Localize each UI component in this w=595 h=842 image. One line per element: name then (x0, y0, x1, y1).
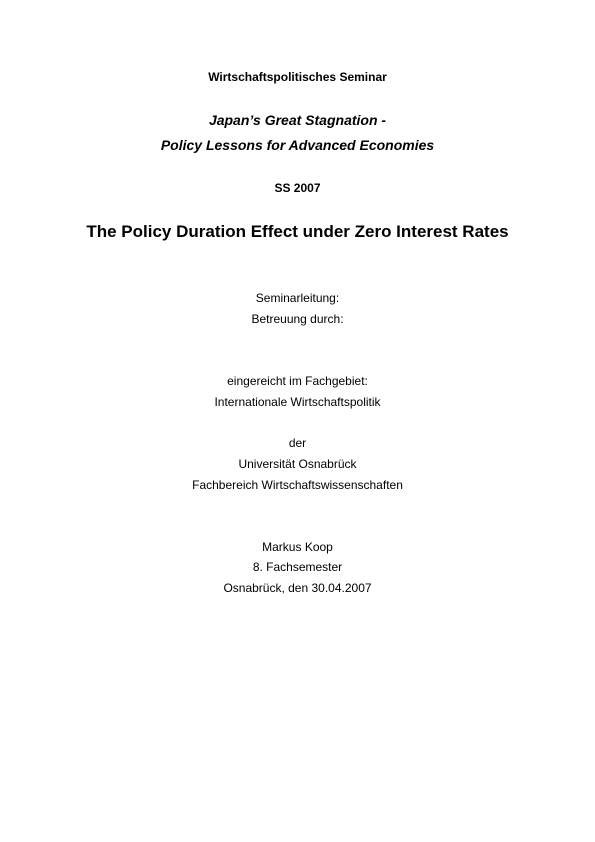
seminar-lead-label: Seminarleitung: (255, 291, 340, 305)
seminar-subtitle-line-1: Japan’s Great Stagnation - (208, 112, 387, 128)
place-and-date: Osnabrück, den 30.04.2007 (223, 581, 372, 595)
university-name: Universität Osnabrück (238, 457, 357, 471)
supervised-by-label: Betreuung durch: (251, 312, 344, 326)
author-name: Markus Koop (262, 540, 333, 554)
department-name: Fachbereich Wirtschaftswissenschaften (192, 478, 403, 492)
paper-title: The Policy Duration Effect under Zero Interest Rates (86, 222, 509, 241)
semester-term: SS 2007 (274, 181, 321, 195)
author-semester: 8. Fachsemester (252, 560, 343, 574)
field-name: Internationale Wirtschaftspolitik (214, 395, 381, 409)
submitted-in-label: eingereicht im Fachgebiet: (227, 374, 368, 388)
seminar-subtitle-line-2: Policy Lessons for Advanced Economies (160, 137, 435, 153)
of-word: der (288, 436, 307, 450)
seminar-name: Wirtschaftspolitisches Seminar (208, 70, 387, 84)
